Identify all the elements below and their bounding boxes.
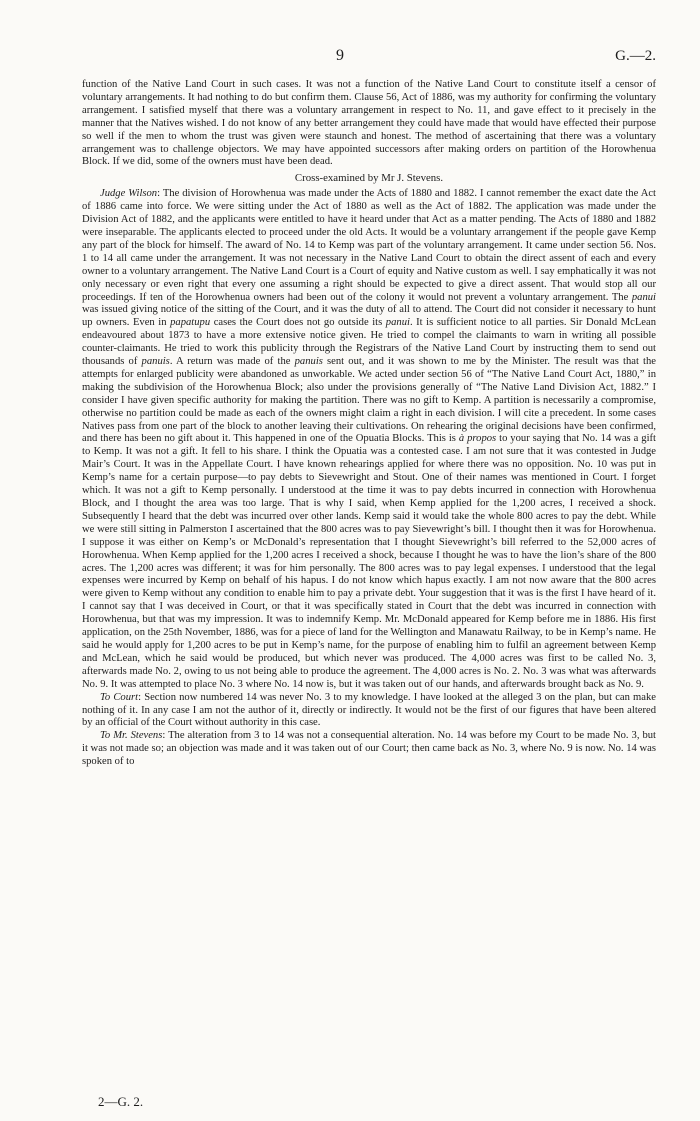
speaker-label: To Court [100, 691, 139, 703]
paragraph-judge-wilson: Judge Wilson: The division of Horowhenua was made under the Acts of 1880 and 1882. I cannot remember the exact date the Act of 1886 came into force. We were sitting under the Act of 1880 as well as the Act of 1882. The application was made under the Division Act of 1882, and the applicants were entitled to have it heard under that Act as a matter pending. The Acts of 1880 and 1882 were inseparable. The applicants elected to proceed under the old Acts. It would be a voluntary arrangement if the people gave Kemp any part of the block for himself. The award of No. 14 to Kemp was part of the voluntary arrangement. It came under section 56. Nos. 1 to 14 all came under the arrangement. It was not necessary in the Native Land Court to obtain the direct assent of each and every owner to a voluntary arrangement. The Native Land Court is a Court of equity and Native custom as well. I say emphatically it was not only necessary or even right that every one assuming a right should be expected to give a direct assent. That would stop all our proceedings. If ten of the Horowhenua owners had been out of the colony it would not prevent a voluntary arrangement. The panui was issued giving notice of the sitting of the Court, and it was the duty of all to attend. The Court did not consider it necessary to hunt up owners. Even in papatupu cases the Court does not go outside its panui. It is sufficient notice to all parties. Sir Donald McLean endeavoured about 1873 to have a more extensive notice given. He tried to compel the claimants to warn in writing all possible counter-claimants. He tried to work this publicity through the Registrars of the Native Land Court by instructing them to send out thousands of panuis. A return was made of the panuis sent out, and it was shown to me by the Minister. The result was that the attempts for enlarged publicity were abandoned as unworkable. We acted under section 56 of “The Native Land Court Act, 1880,” in making the subdivision of the Horowhenua Block; also under the provisions generally of “The Native Land Division Act, 1882.” I consider I have given specific authority for making the partition. There was no gift to Kemp. A partition is necessarily a compromise, otherwise no partition could be made as each of the owners might claim a right in each division. I will cite a precedent. In some cases Natives pass from one part of the block to another leaving their cultivations. On rehearing the original decisions have been confirmed, and there has been no gift about it. This happened in one of the Opuatia Blocks. This is à propos to your saying that No. 14 was a gift to Kemp. It was not a gift. It fell to his share. I think the Opuatia was a contested case. I am not sure that it was contested in Judge Mair’s Court. It was in the Appellate Court. I have known rehearings applied for where there was no opposition. No. 10 was put in Kemp’s name for a certain purpose—to pay debts to Sievewright and Stout. One of their names was mentioned in Court. I forget which. It was not a gift to Kemp personally. I understood at the time it was to pay debts incurred in connection with Horowhenua Block, and I thought the area was too large. That is why I said, when Kemp applied for the 1,200 acres, I received a shock. Subsequently I heard that the debt was incurred over other lands. Kemp said it would take the whole 800 acres to pay the debt. While we were still sitting in Palmerston I ascertained that the 800 acres was to pay Sievewright’s bill. I thought then it was for Horowhenua. I suppose it was either on Kemp’s or McDonald’s representation that I thought Sievewright’s bill referred to the 52,000 acres of Horowhenua. When Kemp applied for the 1,200 acres I received a shock, because I thought he was to have the lion’s share of the 800 acres. The 1,200 acres was different; it was for him personally. The 800 acres was to pay legal expenses. I understood that the legal expenses were incurred by Kemp on behalf of his hapus. I do not know which hapus exactly. I am not now aware that the 800 acres were given to Kemp without any condition to enable him to pay a private debt. Your suggestion that it was is the first I have heard of it. I cannot say that I was deceived in Court, or that it was specifically stated in Court that the debt was incurred in connection with Horowhenua, but that was my impression. It was to indemnify Kemp. Mr. McDonald appeared for Kemp before me in 1886. His first application, on the 25th November, 1886, was for a piece of land for the Wellington and Manawatu Railway, to be in Kemp’s name. He said he would apply for 1,200 acres to be put in Kemp’s name, for the purpose of enabling him to fulfil an agreement between Kemp and McLean, which he said would be produced, but which never was produced. The 4,000 acres was first to be called No. 3, afterwards made No. 2, owing to us not being able to produce the agreement. The 4,000 acres is No. 2. No. 3 was what was afterwards No. 9. It was attempted to place No. 3 where No. 14 now is, but it was taken out of our hands, and afterwards brought back as No. 9. [82, 188, 657, 690]
page-signature: 2—G. 2. [98, 1094, 144, 1109]
speaker-label: To Mr. Stevens [100, 730, 163, 742]
paragraph-to-mr-stevens: To Mr. Stevens: The alteration from 3 to 14 was not a consequential alteration. No. 14 was before my Court to be made No. 3, but it was not made so; an objection was made and it was taken out of our Court; then came back as No. 3, where No. 9 is now. No. 14 was spoken of to [82, 730, 656, 768]
page-number: 9 [336, 47, 344, 64]
paragraph-to-court: To Court: Section now numbered 14 was never No. 3 to my knowledge. I have looked at the alleged 3 on the plan, but can make nothing of it. In any case I am not the author of it, directly or indirectly. It would not be the first of our figures that have been altered by an official of the Court without authority in this case. [82, 691, 657, 729]
section-heading: Cross-examined by Mr J. Stevens. [294, 172, 444, 185]
page-header [82, 47, 656, 68]
document-body [82, 79, 656, 769]
document-reference: G.—2. [615, 48, 656, 64]
paragraph-continuation: function of the Native Land Court in such cases. It was not a function of the Native Land Court to constitute itself a censor of voluntary arrangements. It had nothing to do but confirm them. Clause 56, Act of 1886, was my authority for confirming the voluntary arrangement. I satisfied myself that there was a voluntary arrangement in respect to No. 11, and gave effect to it precisely in the manner that the Natives wished. I do not know of any better arrangement they could have made that would have effected their purpose so well if the men to whom the trust was given were staunch and honest. The method of ascertaining that there was a voluntary arrangement was to challenge objectors. We may have appointed successors after making orders on partition of the Horowhenua Block. If we did, some of the owners must have been dead. [82, 79, 656, 168]
speaker-label: Judge Wilson [100, 188, 158, 200]
